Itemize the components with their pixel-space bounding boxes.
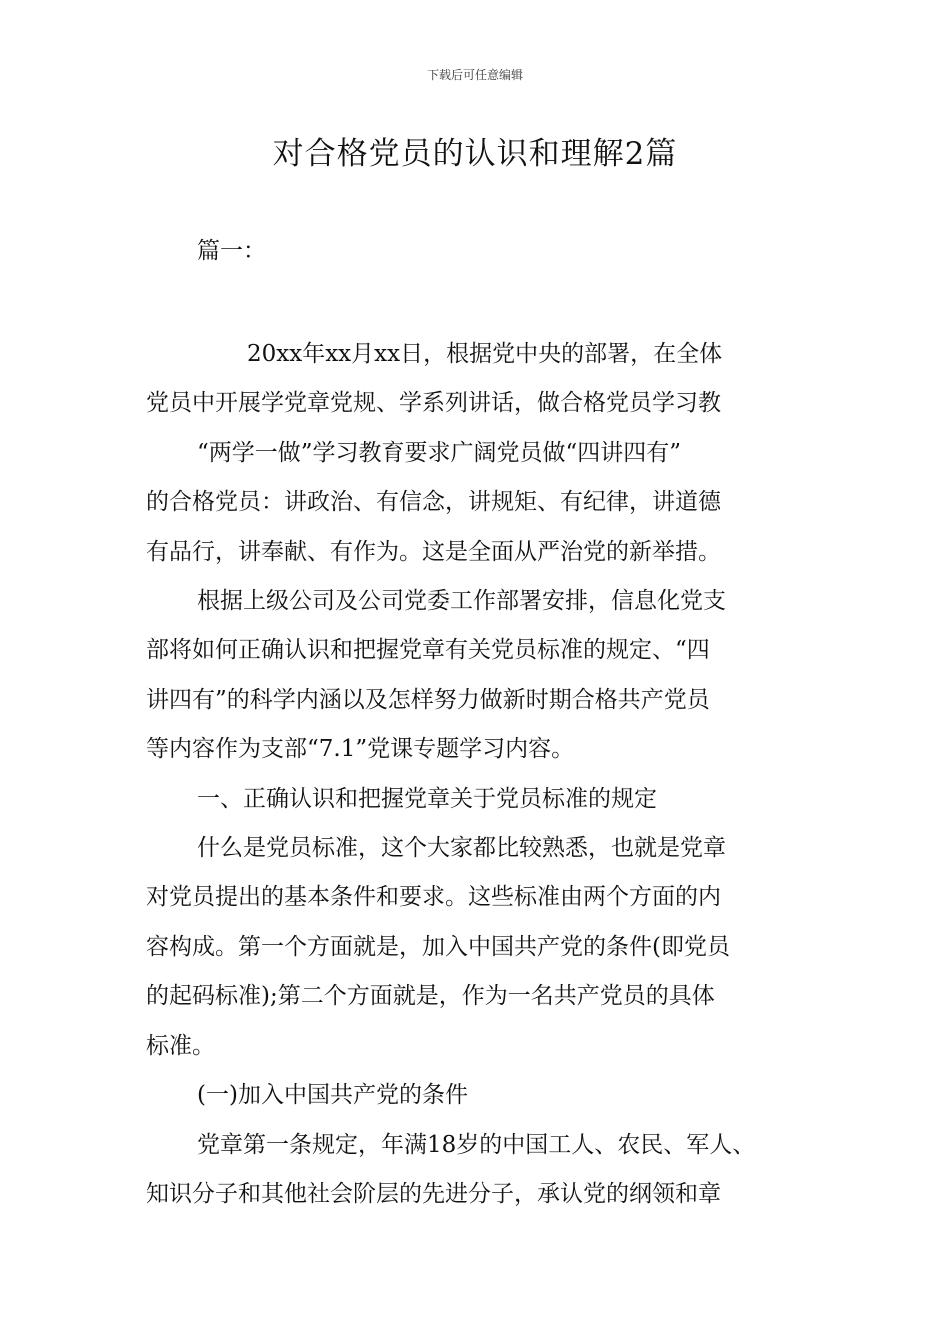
paragraph (146, 577, 826, 775)
paragraph (146, 775, 826, 824)
text-line: 有品行，讲奉献、有作为。这是全面从严治党的新举措。 (146, 538, 721, 565)
text-line: 20xx年xx月xx日，根据党中央的部署，在全体 (247, 341, 723, 367)
document-title: 对合格党员的认识和理解2篇 (272, 136, 678, 172)
paragraph (146, 1121, 826, 1220)
text-line: 党员中开展学党章党规、学系列讲话，做合格党员学习教 (146, 390, 721, 417)
header-note: 下载后可任意编辑 (426, 68, 523, 82)
paragraph (146, 429, 826, 577)
paragraph (146, 330, 826, 429)
text-line: (一)加入中国共产党的条件 (197, 1082, 468, 1109)
text-line: 根据上级公司及公司党委工作部署安排，信息化党支 (197, 588, 726, 615)
text-line: 容构成。第一个方面就是，加入中国共产党的条件(即党员 (146, 933, 730, 960)
paragraph (146, 824, 826, 1071)
text-line: 的起码标准);第二个方面就是，作为一名共产党员的具体 (146, 983, 715, 1010)
text-line: “两学一做”学习教育要求广阔党员做“四讲四有” (197, 439, 682, 466)
section-heading: 篇一： (197, 238, 266, 264)
text-line: 知识分子和其他社会阶层的先进分子，承认党的纲领和章 (146, 1180, 721, 1207)
text-line: 一、正确认识和把握党章关于党员标准的规定 (197, 785, 657, 812)
text-line: 什么是党员标准，这个大家都比较熟悉，也就是党章 (197, 835, 726, 862)
text-line: 等内容作为支部“7.1”党课专题学习内容。 (146, 736, 575, 763)
text-line: 部将如何正确认识和把握党章有关党员标准的规定、“四 (146, 637, 710, 664)
text-line: 党章第一条规定，年满18岁的中国工人、农民、军人、 (197, 1131, 756, 1158)
body-text (146, 330, 826, 1219)
text-line: 对党员提出的基本条件和要求。这些标准由两个方面的内 (146, 884, 721, 911)
text-line: 标准。 (146, 1032, 215, 1059)
text-line: 的合格党员：讲政治、有信念，讲规矩、有纪律，讲道德 (146, 489, 721, 516)
text-line: 讲四有”的科学内涵以及怎样努力做新时期合格共产党员 (146, 686, 710, 713)
paragraph (146, 1071, 826, 1120)
